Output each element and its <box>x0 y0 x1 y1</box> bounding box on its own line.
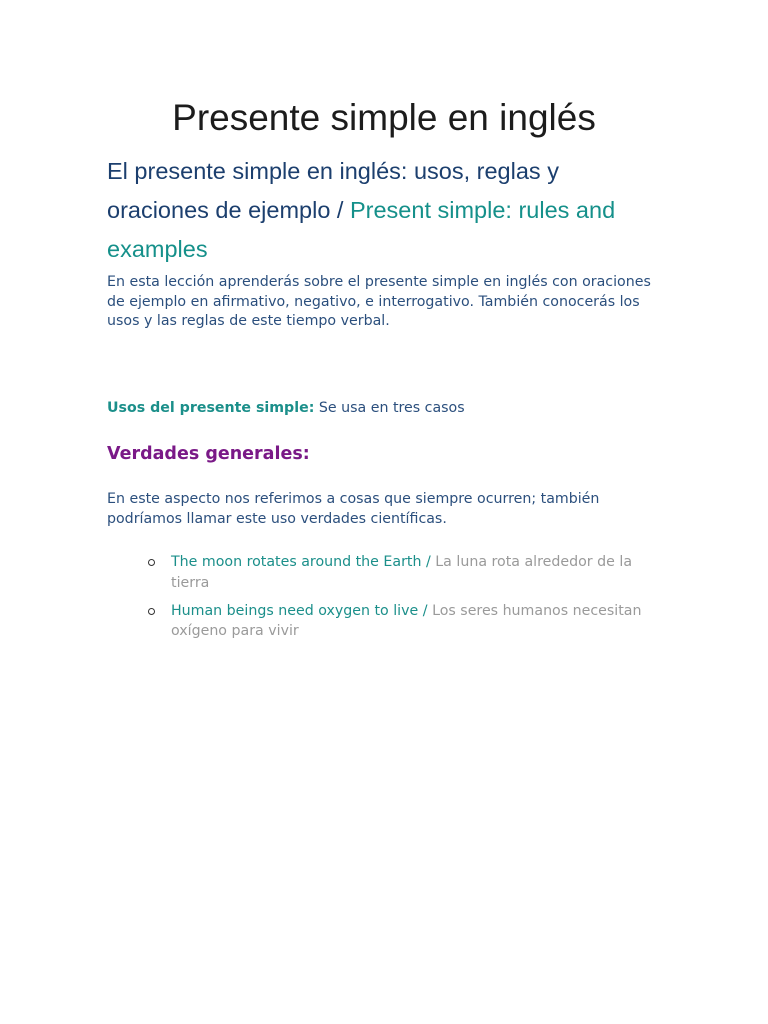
example-list <box>148 552 668 649</box>
intro-paragraph: En esta lección aprenderás sobre el presente simple en inglés con oraciones de ejemplo en afirmativo, negativo, e interrogativo. También conocerás los usos y las reglas de este tiempo verbal. <box>107 274 651 329</box>
subtitle-spanish: El presente simple en inglés: usos, reglas y oraciones de ejemplo / <box>107 158 559 223</box>
example-separator: / <box>421 554 436 570</box>
page-title: Presente simple en inglés <box>172 97 596 138</box>
hollow-circle-bullet-icon <box>148 608 155 615</box>
lesson-subtitle <box>107 152 667 269</box>
usos-paragraph <box>107 398 667 418</box>
example-separator: / <box>418 602 433 619</box>
example-english: The moon rotates around the Earth <box>171 554 422 570</box>
section-heading: Verdades generales: <box>107 444 310 464</box>
usos-text: Se usa en tres casos <box>314 400 465 416</box>
example-english: Human beings need oxygen to live <box>171 602 419 619</box>
subtitle-english: Present simple: rules and examples <box>107 197 616 262</box>
example-spanish: Los seres humanos necesitan oxígeno para vivir <box>171 602 642 639</box>
hollow-circle-bullet-icon <box>148 559 155 566</box>
example-item <box>148 552 668 593</box>
example-spanish: La luna rota alrededor de la tierra <box>171 554 633 591</box>
section-paragraph: En este aspecto nos referimos a cosas que siempre ocurren; también podríamos llamar este uso verdades científicas. <box>107 491 600 527</box>
example-item <box>148 601 668 642</box>
usos-label: Usos del presente simple: <box>107 400 315 416</box>
